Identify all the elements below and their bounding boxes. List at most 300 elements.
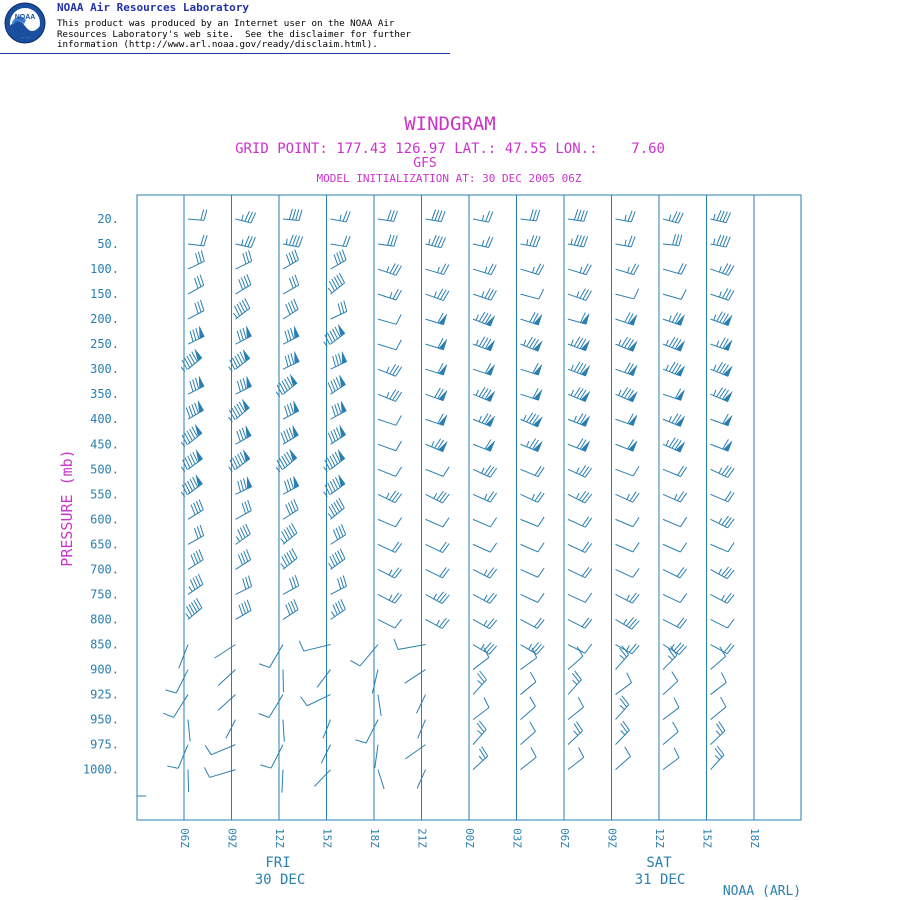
pressure-tick-label: 300.	[90, 362, 119, 377]
wind-barb	[378, 263, 401, 275]
wind-barb	[663, 263, 686, 274]
pressure-tick-label: 50.	[97, 237, 119, 252]
wind-barb	[328, 498, 344, 519]
wind-barb	[616, 568, 640, 577]
wind-barb	[711, 312, 733, 326]
wind-barb	[473, 492, 497, 503]
wind-barb	[236, 426, 252, 444]
wind-barb	[711, 466, 735, 478]
wind-barb	[166, 670, 188, 693]
wind-barb	[473, 698, 489, 720]
wind-barb	[711, 643, 735, 653]
wind-barb	[215, 645, 236, 659]
wind-barb	[236, 274, 251, 294]
wind-barb	[378, 517, 402, 526]
wind-barb	[568, 438, 590, 451]
wind-barbs	[163, 209, 734, 793]
wind-barb	[378, 467, 402, 476]
pressure-tick-label: 500.	[90, 462, 119, 477]
wind-barb	[378, 695, 381, 716]
time-tick-labels	[178, 828, 761, 848]
wind-barb	[521, 747, 537, 769]
wind-barb	[616, 747, 631, 770]
pressure-tick-label: 700.	[90, 562, 119, 577]
pressure-tick-label: 400.	[90, 412, 119, 427]
time-tick-label: 15Z	[700, 828, 714, 848]
wind-barb	[711, 439, 733, 451]
wind-barb	[236, 477, 252, 495]
wind-barb	[568, 235, 588, 247]
wind-barb	[473, 312, 495, 326]
wind-barb	[663, 362, 685, 376]
wind-barb	[616, 593, 640, 603]
disclaimer-line: information (http://www.arl.noaa.gov/ready/disclaim.html).	[57, 39, 378, 51]
wind-barb	[473, 518, 497, 527]
wind-barb	[473, 211, 493, 222]
pressure-tick-label: 750.	[90, 587, 119, 602]
chart-subtitle-gridpoint: GRID POINT: 177.43 126.97 LAT.: 47.55 LON.: 7.60	[235, 141, 665, 157]
wind-barb	[188, 326, 204, 344]
date-label-fri: 30 DEC	[254, 872, 306, 888]
wind-barb	[663, 698, 679, 720]
wind-barb	[663, 593, 687, 602]
wind-barb	[331, 401, 347, 419]
time-tick-label: 15Z	[320, 828, 334, 848]
wind-barb	[426, 542, 450, 552]
wind-barb	[711, 672, 727, 694]
wind-barb	[331, 236, 351, 247]
wind-barb	[378, 770, 384, 789]
wind-barb	[188, 251, 204, 270]
wind-barb	[711, 697, 726, 719]
wind-barb	[378, 441, 401, 451]
wind-barb	[331, 250, 347, 270]
wind-barb	[521, 439, 543, 452]
wind-barb	[711, 235, 731, 247]
wind-barb	[372, 670, 378, 694]
wind-barb	[426, 363, 447, 375]
wind-barb	[616, 363, 638, 376]
wind-barb	[405, 670, 426, 684]
wind-barb	[426, 388, 448, 401]
wind-barb	[426, 467, 450, 476]
wind-barb	[188, 499, 203, 519]
wind-barb	[711, 619, 735, 628]
wind-barb	[568, 289, 591, 301]
wind-barb	[236, 236, 256, 248]
wind-barb	[328, 375, 345, 394]
wind-barb	[711, 593, 735, 603]
time-tick-label: 03Z	[510, 828, 524, 848]
wind-barb	[283, 249, 299, 269]
wind-barb	[426, 518, 450, 527]
wind-barb	[283, 599, 298, 619]
time-tick-label: 06Z	[178, 828, 191, 848]
wind-barb	[568, 542, 592, 552]
wind-barb	[568, 747, 584, 769]
disclaimer-line: Resources Laboratory's web site. See the disclaimer for further	[57, 28, 412, 40]
pressure-tick-label: 1000.	[82, 762, 119, 777]
wind-barb	[663, 414, 685, 427]
chart-subtitle-init: MODEL INITIALIZATION AT: 30 DEC 2005 06Z	[316, 172, 582, 185]
wind-barb	[236, 326, 252, 344]
wind-barb	[426, 289, 449, 301]
wind-barb	[179, 645, 188, 669]
wind-barb	[281, 426, 298, 445]
wind-barb	[378, 340, 401, 350]
wind-barb	[218, 670, 235, 686]
disclaimer-line: This product was produced by an Internet user on the NOAA Air	[57, 18, 395, 29]
wind-barb	[188, 574, 203, 594]
wind-barb	[616, 543, 640, 552]
wind-barb	[521, 466, 545, 477]
wind-barb	[568, 618, 592, 628]
wind-barb	[473, 647, 489, 669]
wind-barb	[711, 542, 735, 551]
wind-barb	[378, 619, 402, 628]
wind-barb	[331, 575, 347, 594]
wind-barb	[663, 618, 687, 628]
wind-barb	[568, 362, 590, 376]
wind-barb	[282, 770, 283, 793]
wind-barb	[188, 525, 204, 544]
wind-barb	[663, 389, 685, 401]
wind-barb	[281, 523, 297, 544]
wind-barb	[711, 387, 733, 401]
time-tick-label: 06Z	[558, 828, 571, 848]
pressure-tick-label: 150.	[90, 287, 119, 302]
wind-barb	[426, 338, 447, 350]
wind-barb	[473, 264, 496, 275]
wind-barb	[568, 567, 592, 577]
wind-barb	[283, 275, 299, 294]
wind-barb	[426, 264, 449, 275]
time-gridlines	[184, 195, 754, 820]
time-tick-label: 12Z	[653, 828, 666, 848]
wind-barb	[568, 413, 590, 426]
wind-barb	[236, 600, 252, 620]
wind-barb	[616, 264, 639, 275]
wind-barb	[426, 414, 448, 426]
pressure-tick-label: 925.	[90, 687, 119, 702]
wind-barb	[568, 671, 581, 695]
wind-barb	[663, 492, 687, 503]
chart-title: WINDGRAM	[404, 113, 496, 135]
wind-barb	[711, 567, 735, 579]
wind-barb	[568, 491, 592, 503]
pressure-tick-label: 850.	[90, 637, 119, 652]
wind-barb	[283, 499, 298, 519]
wind-barb	[568, 264, 591, 275]
wind-barb	[521, 388, 542, 400]
wind-barb	[283, 351, 299, 369]
wind-barb	[568, 209, 587, 221]
wind-barb	[663, 289, 686, 299]
wind-barb	[521, 235, 541, 247]
wind-barb	[331, 211, 351, 222]
wind-barb	[167, 745, 188, 769]
time-tick-label: 09Z	[605, 828, 619, 848]
wind-barb	[394, 639, 425, 649]
wind-barb	[663, 567, 687, 577]
wind-barb	[521, 517, 545, 526]
wind-barb	[616, 388, 638, 402]
wind-barb	[473, 465, 497, 477]
wind-barb	[473, 363, 495, 375]
wind-barb	[568, 387, 590, 401]
wind-barb	[188, 209, 207, 220]
wind-barb	[236, 500, 252, 519]
logo-label: NOAA	[14, 14, 36, 21]
wind-barb	[616, 696, 629, 720]
wind-barb	[663, 438, 685, 452]
wind-barb	[321, 745, 330, 764]
wind-barb	[663, 543, 687, 552]
wind-barb	[236, 376, 252, 394]
wind-barb	[283, 575, 299, 594]
day-label-sat: SAT	[646, 855, 672, 871]
wind-barb	[378, 364, 402, 376]
wind-barb	[711, 516, 735, 528]
wind-barb	[331, 301, 347, 320]
wind-barb	[186, 401, 203, 420]
wind-barb	[521, 413, 543, 427]
wind-barb	[188, 300, 204, 319]
wind-barb	[663, 312, 685, 325]
wind-barb	[616, 517, 640, 526]
wind-barb	[473, 721, 486, 745]
wind-barb	[378, 416, 401, 426]
pressure-tick-label: 550.	[90, 487, 119, 502]
wind-barb	[188, 770, 189, 792]
wind-barb	[473, 237, 493, 248]
wind-barb	[331, 599, 346, 619]
wind-barb	[473, 439, 495, 451]
wind-barb	[378, 593, 402, 603]
wind-barb	[236, 250, 252, 269]
day-label-fri: FRI	[265, 855, 291, 871]
wind-barb	[328, 273, 344, 294]
wind-barb	[568, 593, 592, 602]
header-title: NOAA Air Resources Laboratory	[57, 1, 250, 14]
wind-barb	[186, 598, 202, 619]
wind-barb	[711, 721, 725, 744]
wind-barb	[314, 770, 330, 787]
wind-barb	[378, 390, 402, 402]
pressure-tick-label: 100.	[90, 262, 119, 277]
pressure-tick-label: 650.	[90, 537, 119, 552]
wind-barb	[663, 337, 685, 351]
wind-barb	[283, 720, 284, 742]
time-tick-label: 09Z	[225, 828, 239, 848]
wind-barb	[375, 745, 378, 768]
wind-barb	[521, 568, 545, 577]
wind-barb	[521, 697, 536, 720]
wind-barb	[226, 720, 236, 739]
pressure-tick-label: 350.	[90, 387, 119, 402]
wind-barb	[711, 414, 733, 426]
wind-barb	[663, 211, 683, 223]
wind-barb	[616, 492, 640, 503]
wind-barb	[711, 362, 733, 376]
pressure-tick-label: 450.	[90, 437, 119, 452]
wind-barb	[378, 235, 397, 246]
wind-barb	[378, 568, 402, 578]
wind-barb	[283, 209, 302, 221]
wind-barb	[188, 720, 190, 742]
wind-barb	[568, 465, 592, 477]
wind-barb	[521, 543, 545, 552]
chart-subtitle-model: GFS	[413, 156, 437, 171]
wind-barb	[711, 491, 735, 502]
time-tick-label: 18Z	[748, 828, 761, 848]
wind-barb	[236, 549, 251, 569]
wind-barb	[663, 466, 687, 477]
wind-barb	[329, 549, 345, 570]
wind-barb	[378, 491, 402, 503]
wind-barb	[426, 491, 450, 503]
wind-barb	[328, 425, 345, 444]
wind-barb	[616, 211, 636, 222]
wind-barb	[568, 697, 584, 719]
wind-barb	[426, 592, 450, 604]
time-tick-label: 12Z	[273, 828, 286, 848]
wind-barb	[473, 288, 496, 300]
wind-barb	[663, 517, 687, 526]
wind-barb	[283, 299, 298, 319]
wind-barb	[616, 721, 630, 744]
pressure-tick-label: 800.	[90, 612, 119, 627]
wind-barb	[426, 439, 448, 452]
wind-barb	[616, 617, 640, 629]
wind-barb	[521, 722, 536, 745]
wind-barb	[188, 376, 204, 394]
wind-barb	[663, 722, 678, 745]
wind-barb	[568, 337, 590, 351]
wind-barb	[711, 210, 731, 222]
wind-barb	[616, 289, 639, 299]
wind-barb	[331, 524, 346, 544]
wind-barb	[616, 466, 640, 476]
wind-barb	[236, 524, 251, 544]
date-label-sat: 31 DEC	[634, 872, 686, 888]
wind-barb	[317, 670, 330, 688]
wind-barb	[521, 648, 537, 670]
wind-barb	[283, 235, 303, 247]
y-axis-label: PRESSURE (mb)	[58, 449, 76, 567]
wind-barb	[473, 593, 497, 603]
pressure-tick-label: 900.	[90, 662, 119, 677]
wind-barb	[568, 647, 583, 670]
wind-barb	[473, 543, 497, 552]
wind-barb	[426, 210, 446, 222]
wind-barb	[616, 236, 636, 247]
wind-barb	[521, 593, 545, 602]
wind-barb	[568, 517, 592, 528]
wind-barb	[426, 235, 446, 247]
wind-barb	[188, 275, 204, 294]
wind-barb	[521, 209, 540, 220]
wind-barb	[188, 549, 203, 569]
wind-barb	[426, 567, 450, 577]
wind-barb	[616, 439, 638, 451]
wind-barb	[521, 363, 542, 375]
wind-barb	[473, 568, 497, 578]
wind-barb	[616, 312, 637, 325]
wind-barb	[426, 313, 447, 325]
wind-barb	[521, 618, 545, 628]
wind-barb	[616, 337, 638, 351]
pressure-tick-label: 600.	[90, 512, 119, 527]
wind-barb	[233, 298, 249, 319]
wind-barb	[711, 338, 733, 351]
wind-barb	[521, 264, 544, 275]
credit-label: NOAA (ARL)	[722, 884, 802, 899]
wind-barb	[521, 312, 542, 325]
wind-barb	[283, 401, 299, 419]
wind-barb	[426, 618, 450, 628]
wind-barb	[188, 235, 207, 246]
pressure-tick-label: 950.	[90, 712, 119, 727]
wind-barb	[473, 387, 495, 401]
wind-barb	[521, 337, 543, 351]
wind-barb	[663, 748, 679, 770]
pressure-tick-label: 975.	[90, 737, 119, 752]
wind-barb	[711, 263, 734, 275]
wind-barb	[473, 413, 495, 426]
wind-barb	[568, 722, 583, 745]
time-tick-label: 00Z	[463, 828, 476, 848]
wind-barb	[281, 548, 297, 569]
wind-barb	[378, 210, 397, 222]
wind-barb	[711, 288, 734, 300]
wind-barb	[473, 671, 486, 695]
wind-barb	[521, 492, 545, 502]
time-tick-label: 18Z	[368, 828, 381, 848]
wind-barb	[378, 542, 402, 552]
pressure-tick-label: 200.	[90, 312, 119, 327]
wind-barb	[473, 337, 495, 351]
wind-barb	[473, 619, 497, 629]
wind-barb	[205, 745, 235, 755]
wind-barb	[236, 576, 252, 595]
wind-barb	[355, 720, 378, 743]
time-tick-label: 21Z	[415, 828, 429, 848]
wind-barb	[331, 352, 347, 370]
wind-barb	[283, 476, 299, 494]
wind-barb	[568, 312, 589, 324]
wind-barb	[260, 745, 283, 768]
wind-barb	[218, 695, 236, 711]
wind-barb	[378, 289, 401, 300]
wind-barb	[473, 747, 488, 770]
wind-barb	[236, 211, 256, 223]
wind-barb	[521, 289, 544, 299]
wind-barb	[616, 673, 632, 695]
wind-barb	[663, 672, 678, 695]
wind-barb	[711, 647, 726, 670]
pressure-tick-label: 20.	[97, 212, 119, 226]
wind-barb	[711, 746, 724, 770]
wind-barb	[378, 314, 401, 324]
wind-barb	[283, 326, 299, 344]
wind-barb	[204, 767, 235, 777]
wind-barb	[521, 672, 536, 695]
wind-barb	[299, 641, 330, 651]
pressure-tick-label: 250.	[90, 337, 119, 352]
wind-barb	[616, 414, 638, 426]
wind-barb	[663, 234, 682, 245]
